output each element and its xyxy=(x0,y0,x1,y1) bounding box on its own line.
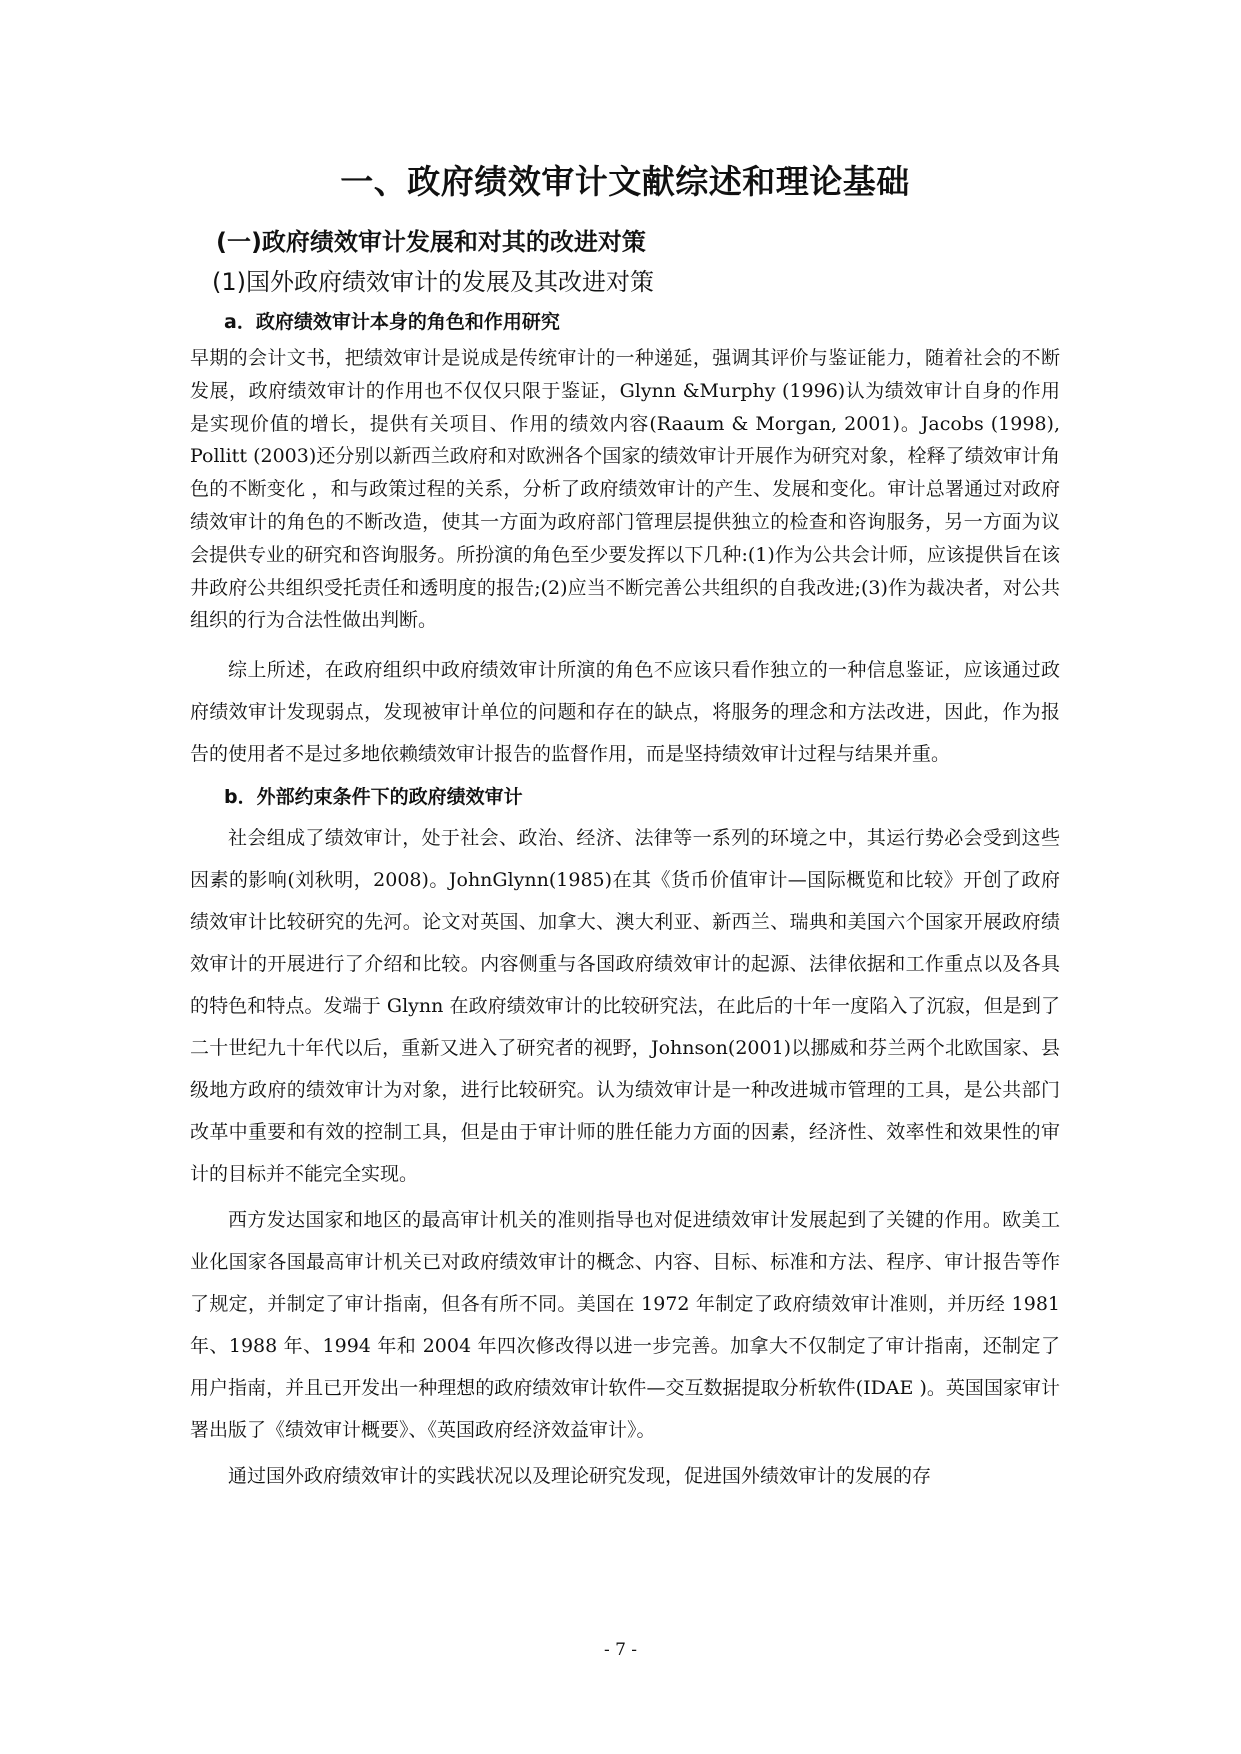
paragraph-1: 早期的会计文书，把绩效审计是说成是传统审计的一种递延，强调其评价与鉴证能力，随着社会的不断发展，政府绩效审计的作用也不仅仅只限于鉴证，Glynn &Murphy (1996)认为绩效审计自身的作用是实现价值的增长，提供有关项目、作用的绩效内容(Raaum & Morgan, 2001)。Jacobs (1998), Pollitt (2003)还分别以新西兰政府和对欧洲各个国家的绩效审计开展作为研究对象，栓释了绩效审计角色的不断变化 ，和与政策过程的关系，分析了政府绩效审计的产生、发展和变化。审计总署通过对政府绩效审计的角色的不断改造，使其一方面为政府部门管理层提供独立的检查和咨询服务，另一方面为议会提供专业的研究和咨询服务。所扮演的角色至少要发挥以下几种:(1)作为公共会计师，应该提供旨在该井政府公共组织受托责任和透明度的报告;(2)应当不断完善公共组织的自我改进;(3)作为裁决者，对公共组织的行为合法性做出判断。 xyxy=(190,347,1060,632)
paragraph-5: 通过国外政府绩效审计的实践状况以及理论研究发现，促进国外绩效审计的发展的存 xyxy=(228,1465,932,1488)
paragraph-2: 综上所述，在政府组织中政府绩效审计所演的角色不应该只看作独立的一种信息鉴证，应该通过政府绩效审计发现弱点，发现被审计单位的问题和存在的缺点，将服务的理念和方法改进，因此，作为报告的使用者不是过多地依赖绩效审计报告的监督作用，而是坚持绩效审计过程与结果并重。 xyxy=(190,659,1060,766)
paragraph-4: 西方发达国家和地区的最高审计机关的准则指导也对促进绩效审计发展起到了关键的作用。欧美工业化国家各国最高审计机关已对政府绩效审计的概念、内容、目标、标准和方法、程序、审计报告等作了规定，并制定了审计指南，但各有所不同。美国在 1972 年制定了政府绩效审计准则，并历经 1981 年、1988 年、1994 年和 2004 年四次修改得以进一步完善。加拿大不仅制定了审计指南，还制定了用户指南，并且已开发出一种理想的政府绩效审计软件—交互数据提取分析软件(IDAE )。英国国家审计署出版了《绩效审计概要》、《英国政府经济效益审计》。 xyxy=(190,1209,1060,1442)
chapter-title: 一、政府绩效审计文献综述和理论基础 xyxy=(340,162,910,201)
page-number: - 7 - xyxy=(603,1640,638,1660)
subsection-heading: (1)国外政府绩效审计的发展及其改进对策 xyxy=(212,268,654,296)
page-content xyxy=(190,160,1060,1501)
heading-b: b．外部约束条件下的政府绩效审计 xyxy=(224,786,523,809)
section-heading: (一)政府绩效审计发展和对其的改进对策 xyxy=(216,228,646,256)
paragraph-3: 社会组成了绩效审计，处于社会、政治、经济、法律等一系列的环境之中，其运行势必会受到这些因素的影响(刘秋明，2008)。JohnGlynn(1985)在其《货币价值审计—国际概览和比较》开创了政府绩效审计比较研究的先河。论文对英国、加拿大、澳大利亚、新西兰、瑞典和美国六个国家开展政府绩效审计的开展进行了介绍和比较。内容侧重与各国政府绩效审计的起源、法律依据和工作重点以及各具的特色和特点。发端于 Glynn 在政府绩效审计的比较研究法，在此后的十年一度陷入了沉寂，但是到了二十世纪九十年代以后，重新又进入了研究者的视野，Johnson(2001)以挪威和芬兰两个北欧国家、县级地方政府的绩效审计为对象，进行比较研究。认为绩效审计是一种改进城市管理的工具，是公共部门改革中重要和有效的控制工具，但是由于审计师的胜任能力方面的因素，经济性、效率性和效果性的审计的目标并不能完全实现。 xyxy=(190,827,1060,1186)
heading-a: a．政府绩效审计本身的角色和作用研究 xyxy=(224,311,560,333)
